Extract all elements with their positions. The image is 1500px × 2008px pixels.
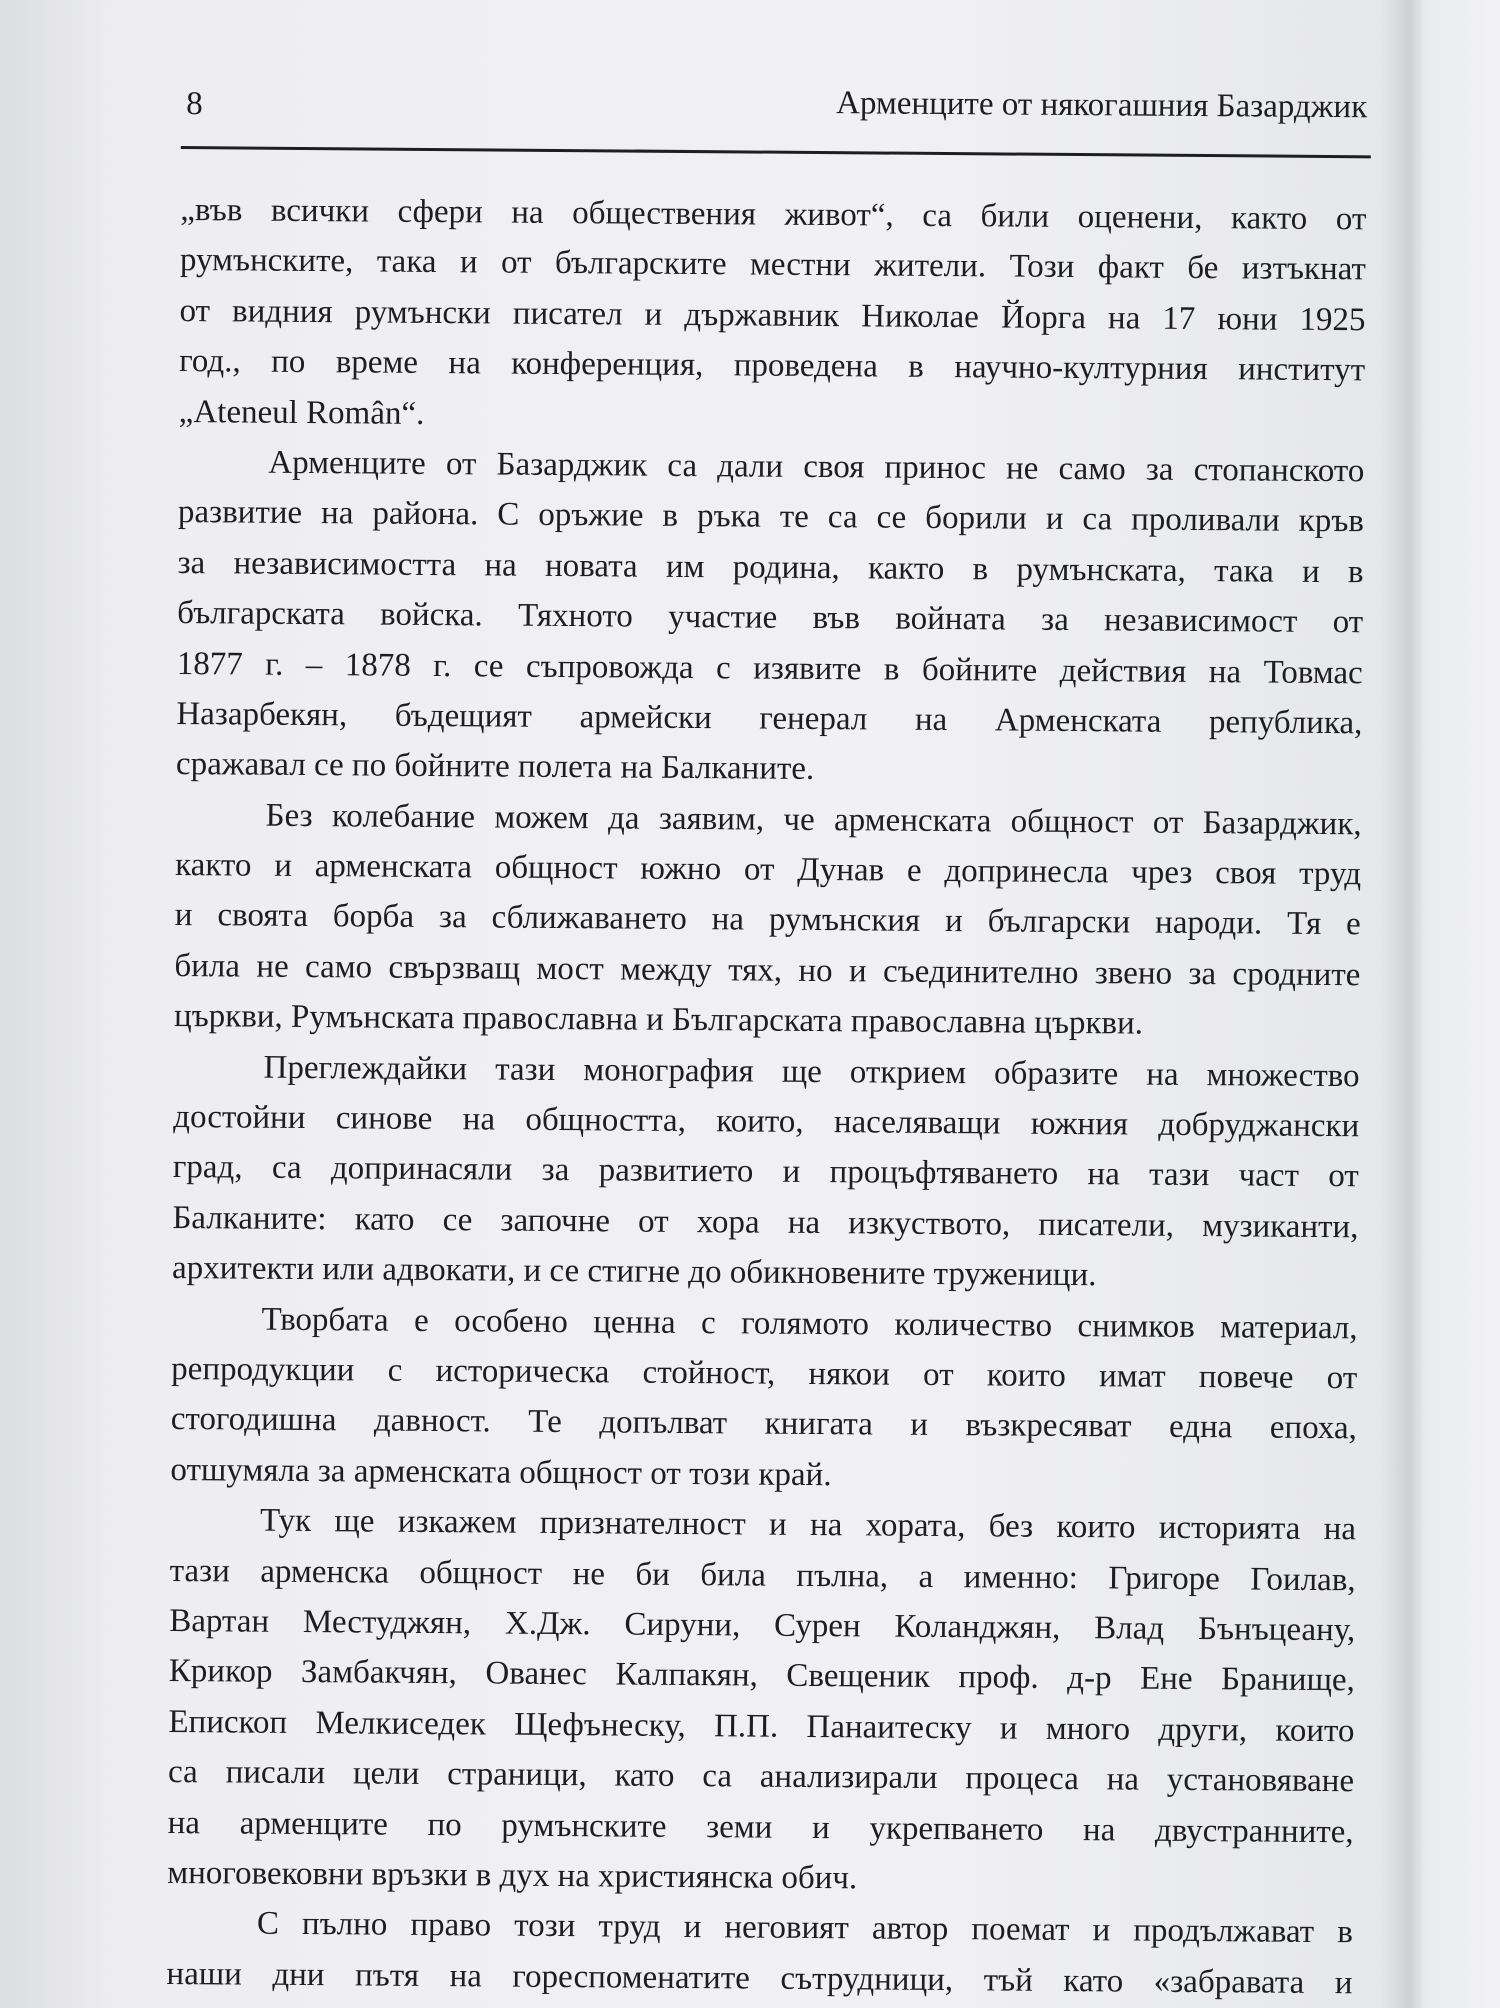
paragraph xyxy=(167,1495,1356,1907)
text-line: развитие на района. С оръжие в ръка те са се борили и са проливали кръв xyxy=(177,494,1365,540)
text-line: Без колебание можем да заявим, че арменската общност от Базарджик, xyxy=(265,797,1362,842)
paragraph xyxy=(179,185,1367,446)
text-line: Балканите: като се започне от хора на изкуството, писатели, музиканти, xyxy=(172,1199,1359,1246)
header-rule xyxy=(181,146,1371,158)
text-line: са писали цели страници, като са анализирали процеса на установяване xyxy=(167,1754,1355,1800)
text-line: тази арменска общност не би била пълна, а именно: Григоре Гоилав, xyxy=(169,1552,1356,1598)
page-number: 8 xyxy=(186,86,203,123)
text-line: достойни синове на общността, които, населяващи южния добруджански xyxy=(173,1098,1360,1145)
text-line: както и арменската общност южно от Дунав е допринесла чрез своя труд xyxy=(175,847,1362,893)
text-line: за независимостта на новата им родина, както в румънската, така и в xyxy=(177,544,1364,591)
paragraph xyxy=(170,1294,1358,1505)
paragraph xyxy=(172,1042,1360,1303)
text-line: стогодишна давност. Те допълват книгата и възкресяват една епоха, xyxy=(170,1401,1357,1447)
body-text xyxy=(166,185,1366,2008)
text-line: репродукции с историческа стойност, някои от които имат повече от xyxy=(171,1350,1358,1397)
text-line: град, са допринасяли за развитието и процъфтяването на тази част от xyxy=(172,1149,1359,1195)
text-line: Творбата е особено ценна с голямото количество снимков материал, xyxy=(261,1301,1358,1346)
text-line: год., по време на конференция, проведена в научно-културния институт xyxy=(179,343,1366,389)
text-line: българската войска. Тяхното участие във войната за независимост от xyxy=(177,595,1364,641)
text-line: църкви, Румънската православна и Българската православна църкви. xyxy=(173,998,1144,1042)
text-line: наши дни пътя на гореспоменатите сътрудници, тъй като «забравата и xyxy=(166,1955,1353,2001)
text-line: „във всички сфери на обществения живот“, са били оценени, както от xyxy=(180,191,1367,238)
running-title: Арменците от някогашния Базарджик xyxy=(836,85,1368,126)
text-line: отшумяла за арменската общност от този край. xyxy=(170,1451,832,1493)
text-line: Арменците от Базарджик са дали своя принос не само за стопанското xyxy=(268,444,1365,490)
text-line: румънските, така и от българските местни жители. Този факт бе изтъкнат xyxy=(179,242,1367,288)
text-line: „Ateneul Român“. xyxy=(178,393,425,432)
text-line: 1877 г. – 1878 г. се съпровожда с изявите в бойните действия на Товмас xyxy=(176,645,1363,691)
text-line: на арменците по румънските земи и укрепването на двустранните, xyxy=(167,1804,1354,1850)
text-line: Тук ще изкажем признателност и на хората, без които историята на xyxy=(259,1502,1357,1548)
book-page xyxy=(166,0,1368,2001)
paragraph xyxy=(166,1898,1353,2008)
text-line: Епископ Мелкиседек Щефънеску, П.П. Панаитеску и много други, които xyxy=(168,1703,1355,1749)
text-line: била не само свързващ мост между тях, но и съединително звено за сродните xyxy=(174,947,1361,994)
text-line: многовековни връзки в дух на християнска обич. xyxy=(167,1854,858,1897)
text-line: С пълно право този труд и неговият автор поемат и продължават в xyxy=(256,1905,1353,1951)
paragraph xyxy=(174,790,1362,1051)
text-line: сражавал се по бойните полета на Балканите. xyxy=(175,746,815,788)
paragraph xyxy=(176,437,1365,799)
text-line: от видния румънски писател и държавник Николае Йорга на 17 юни 1925 xyxy=(179,292,1366,339)
text-line: Преглеждайки тази монография ще открием образите на множество xyxy=(263,1049,1360,1094)
text-line: и своята борба за сближаването на румънския и български народи. Тя е xyxy=(174,897,1361,943)
text-line: Назарбекян, бъдещият армейски генерал на Арменската република, xyxy=(176,695,1363,742)
text-line: архитекти или адвокати, и се стигне до обикновените труженици. xyxy=(171,1250,1097,1294)
text-line: Вартан Местуджян, Х.Дж. Сируни, Сурен Коланджян, Влад Бънъцеану, xyxy=(169,1602,1356,1649)
text-line: Крикор Замбакчян, Ованес Калпакян, Свещеник проф. д-р Ене Бранище, xyxy=(168,1653,1355,1699)
